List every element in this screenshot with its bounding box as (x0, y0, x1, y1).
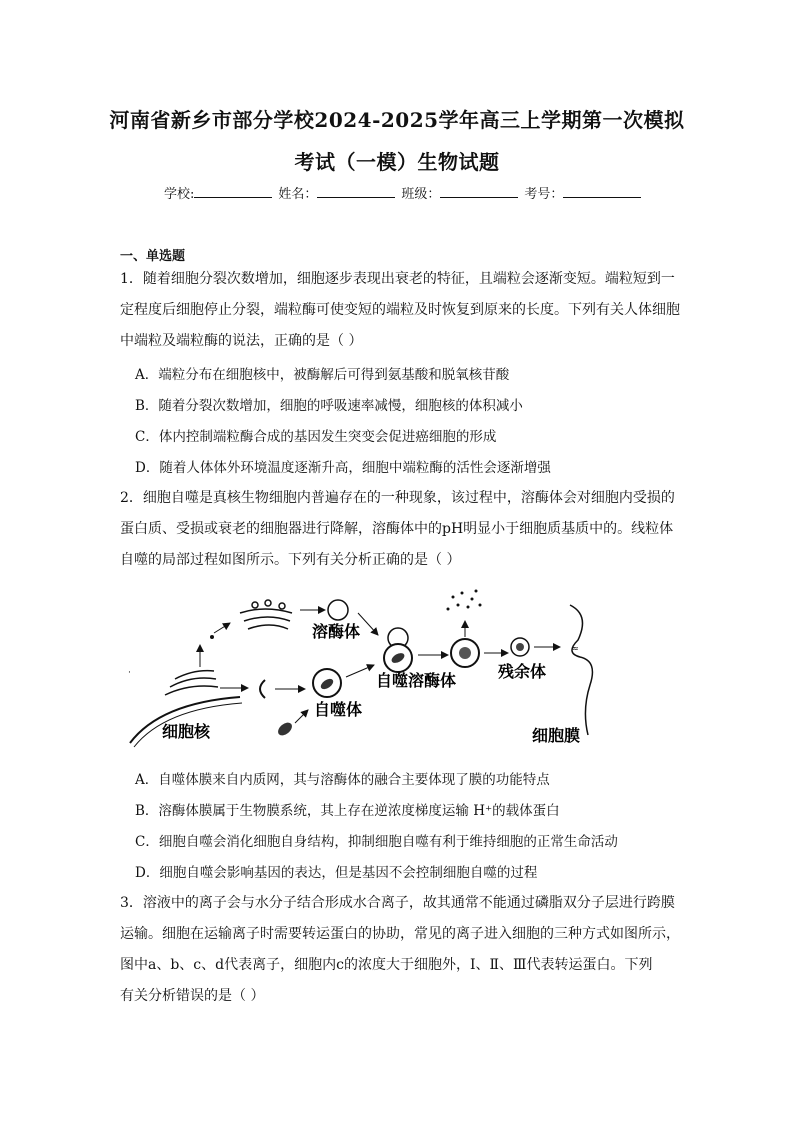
student-info-line (164, 183, 647, 202)
degradation-products (447, 590, 482, 611)
exam-no-label: 考号： (524, 187, 564, 202)
question-2-option-c[interactable]: C．细胞自噬会消化细胞自身结构，抑制细胞自噬有利于维持细胞的正常生命活动 (135, 834, 618, 850)
autophagosome-label: 自噬体 (314, 700, 363, 719)
svg-text:·: · (128, 668, 131, 678)
residual-body-label: 残余体 (498, 662, 547, 681)
autolysosome-label: 自噬溶酶体 (376, 671, 457, 690)
cell-membrane-shape (570, 605, 592, 735)
question-3-line: 有关分析错误的是（ ） (120, 988, 265, 1004)
exam-title-line1: 河南省新乡市部分学校2024-2025学年高三上学期第一次模拟 (109, 108, 685, 132)
question-3-stem (120, 888, 680, 1012)
question-1-option-d[interactable]: D．随着人体体外环境温度逐渐升高，细胞中端粒酶的活性会逐渐增强 (135, 460, 551, 476)
question-1-line: 定程度后细胞停止分裂，端粒酶可使变短的端粒及时恢复到原来的长度。下列有关人体细胞 (120, 302, 680, 318)
school-label: 学校: (164, 187, 195, 202)
question-2-stem (120, 483, 680, 576)
question-1-option-a[interactable]: A．端粒分布在细胞核中，被酶解后可得到氨基酸和脱氧核苷酸 (135, 367, 510, 383)
exam-no-blank[interactable] (563, 186, 641, 198)
school-blank[interactable] (194, 186, 272, 198)
question-2-line: 2．细胞自噬是真核生物细胞内普遍存在的一种现象，该过程中，溶酶体会对细胞内受损的 (120, 490, 675, 506)
question-2-line: 蛋白质、受损或衰老的细胞器进行降解，溶酶体中的pH明显小于细胞质基质中的。线粒体 (120, 521, 674, 537)
question-1-line: 中端粒及端粒酶的说法，正确的是（ ） (120, 333, 363, 349)
mitochondrion-shape (276, 720, 295, 738)
golgi-apparatus (240, 600, 292, 629)
class-label: 班级： (401, 187, 441, 202)
lysosome-label: 溶酶体 (312, 622, 361, 641)
question-2-line: 自噬的局部过程如图所示。下列有关分析正确的是（ ） (120, 552, 461, 568)
class-blank[interactable] (440, 186, 518, 198)
question-1-option-b[interactable]: B．随着分裂次数增加，细胞的呼吸速率减慢，细胞核的体积减小 (135, 398, 523, 414)
question-3-line: 图中a、b、c、d代表离子，细胞内c的浓度大于细胞外，Ⅰ、Ⅱ、Ⅲ代表转运蛋白。下列 (120, 957, 653, 973)
question-1-option-c[interactable]: C．体内控制端粒酶合成的基因发生突变会促进癌细胞的形成 (135, 429, 497, 445)
cell-membrane-label: 细胞膜 (532, 726, 581, 745)
question-2-option-a[interactable]: A．自噬体膜来自内质网，其与溶酶体的融合主要体现了膜的功能特点 (135, 772, 550, 788)
name-blank[interactable] (317, 186, 395, 198)
question-3-line: 运输。细胞在运输离子时需要转运蛋白的协助，常见的离子进入细胞的三种方式如图所示， (120, 926, 680, 942)
question-1-line: 1．随着细胞分裂次数增加，细胞逐步表现出衰老的特征，且端粒会逐渐变短。端粒短到一 (120, 271, 675, 287)
question-2-option-d[interactable]: D．细胞自噬会影响基因的表达，但是基因不会控制细胞自噬的过程 (135, 865, 538, 881)
exam-title-line2: 考试（一模）生物试题 (294, 150, 500, 174)
nucleus-label: 细胞核 (162, 722, 211, 741)
question-2-option-b[interactable]: B．溶酶体膜属于生物膜系统，其上存在逆浓度梯度运输 H⁺的载体蛋白 (135, 803, 560, 819)
lysosome-shape (328, 600, 348, 620)
section-heading: 一、单选题 (120, 249, 186, 264)
autophagy-diagram (120, 585, 610, 750)
question-3-line: 3．溶液中的离子会与水分子结合形成水合离子，故其通常不能通过磷脂双分子层进行跨膜 (120, 895, 675, 911)
question-1-stem (120, 264, 680, 357)
exocytosed-material: ≈ (572, 644, 579, 653)
endoplasmic-reticulum (165, 671, 218, 695)
name-label: 姓名： (278, 187, 318, 202)
